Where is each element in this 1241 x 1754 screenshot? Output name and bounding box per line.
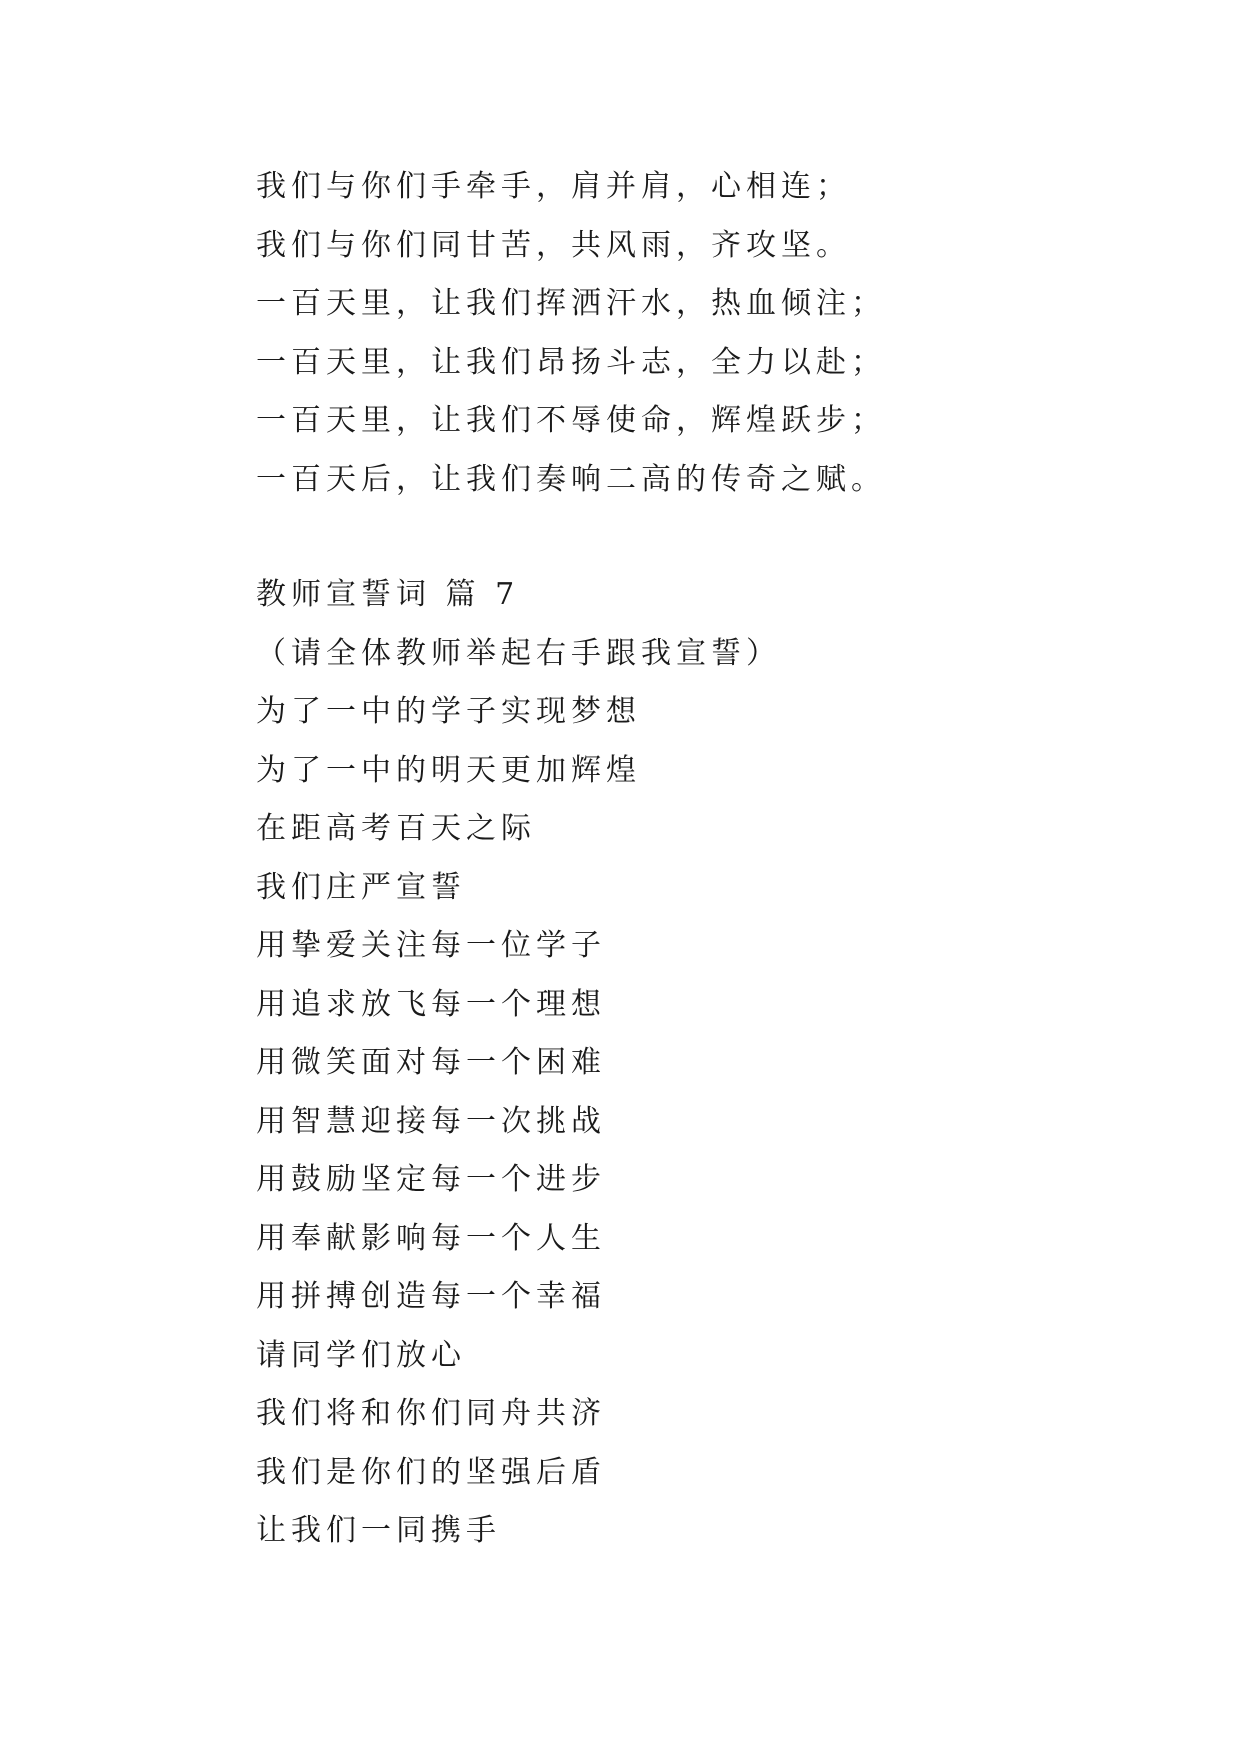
text-line: 一百天后，让我们奏响二高的传奇之赋。	[256, 461, 886, 497]
text-line: 我们庄严宣誓	[256, 869, 466, 905]
text-line: （请全体教师举起右手跟我宣誓）	[256, 635, 781, 671]
text-line: 我们将和你们同舟共济	[256, 1396, 606, 1431]
text-line: 为了一中的学子实现梦想	[256, 694, 641, 729]
text-line: 我们是你们的坚强后盾	[256, 1454, 606, 1490]
section-heading: 教师宣誓词 篇 7	[256, 577, 520, 612]
teacher-oath-section	[256, 566, 781, 1561]
text-line: 用奉献影响每一个人生	[256, 1220, 606, 1256]
text-line: 让我们一同携手	[256, 1513, 501, 1548]
text-line: 一百天里，让我们不辱使命，辉煌跃步；	[256, 403, 886, 438]
text-line: 用鼓励坚定每一个进步	[256, 1162, 606, 1197]
text-line: 用挚爱关注每一位学子	[256, 928, 606, 963]
text-line: 用微笑面对每一个困难	[256, 1045, 606, 1080]
text-line: 一百天里，让我们昂扬斗志，全力以赴；	[256, 344, 886, 380]
text-line: 请同学们放心	[256, 1337, 466, 1373]
text-line: 为了一中的明天更加辉煌	[256, 752, 641, 788]
text-line: 在距高考百天之际	[256, 811, 536, 846]
text-line: 我们与你们手牵手，肩并肩，心相连；	[256, 169, 851, 204]
text-line: 一百天里，让我们挥洒汗水，热血倾注；	[256, 286, 886, 321]
oath-continuation	[256, 158, 886, 509]
text-line: 用拼搏创造每一个幸福	[256, 1279, 606, 1314]
text-line: 用智慧迎接每一次挑战	[256, 1103, 606, 1139]
text-line: 用追求放飞每一个理想	[256, 986, 606, 1022]
text-line: 我们与你们同甘苦，共风雨，齐攻坚。	[256, 227, 851, 263]
